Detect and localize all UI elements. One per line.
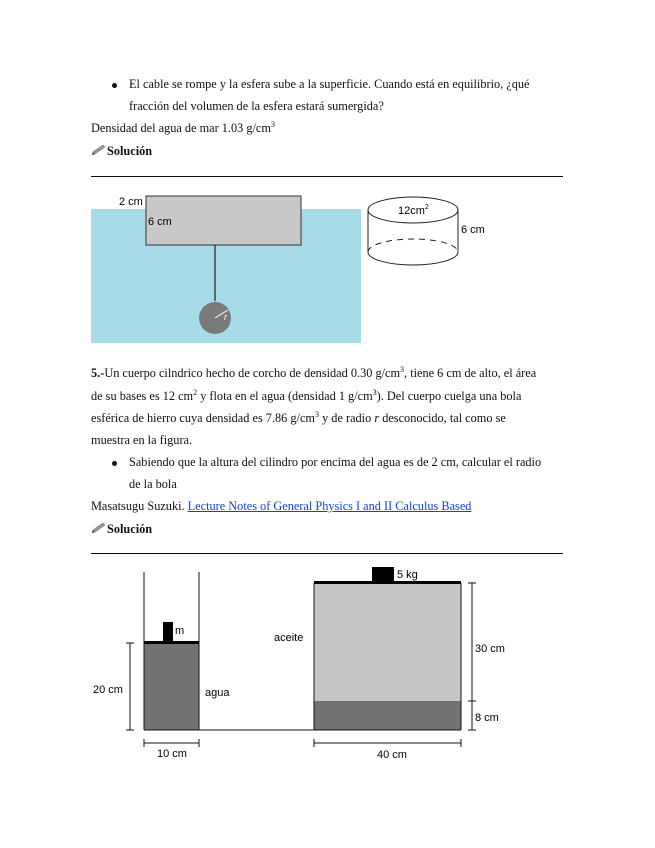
bullet-dot: [112, 83, 117, 88]
label-30cm: 30 cm: [475, 643, 505, 655]
problem-5-line-1: 5.-Un cuerpo cilndrico hecho de corcho de densidad 0.30 $g/cm^3$, tiene 6 cm de alto, el área: [91, 364, 537, 380]
bullet-text-line-2: fracción del volumen de la esfera estará sumergida?: [129, 99, 384, 113]
water-right-bottom: [314, 701, 461, 730]
problem-5-line-2: de su bases es 12 $cm^2$ y flota en el agua (densidad 1 $g/cm^3$). Del cuerpo cuelga una bola: [91, 387, 522, 403]
label-6cm-cylinder: 6 cm: [461, 224, 485, 236]
divider: [91, 553, 563, 554]
label-m: m: [175, 625, 185, 637]
figure-u-tube: [91, 562, 531, 767]
density-text: Densidad del agua de mar 1.03 g/cm: [91, 121, 271, 135]
label-40cm: 40 cm: [377, 749, 407, 761]
solution-label: Solución: [107, 522, 153, 536]
reference-author: Masatsugu Suzuki.: [91, 499, 188, 513]
problem-5-bullet-line-1: Sabiendo que la altura del cilindro por encima del agua es de 2 cm, calcular el radio: [129, 455, 542, 469]
water-left-column: [144, 643, 199, 730]
problem-5-bullet-line-2: de la bola: [129, 477, 177, 491]
reference-link[interactable]: Lecture Notes of General Physics I and II Calculus Based: [187, 499, 472, 513]
ball-radius-label: r: [224, 312, 227, 322]
cylinder-bottom-front: [368, 252, 458, 265]
pencil-icon: [91, 145, 106, 160]
label-area: $12cm^2$: [398, 204, 429, 217]
bullet-dot-2: [112, 461, 117, 466]
solution-label: Solución: [107, 144, 153, 158]
density-exp: 3: [270, 119, 275, 129]
label-10cm: 10 cm: [157, 748, 187, 760]
solution-heading-1[interactable]: [91, 144, 152, 160]
seawater-density: [91, 121, 275, 136]
reference: [91, 499, 471, 514]
figure-floating-cylinder: [91, 188, 501, 343]
label-20cm: 20 cm: [93, 684, 123, 696]
cylinder-bottom-back: [368, 239, 458, 252]
oil-region: [314, 583, 461, 701]
problem-5-line-4: muestra en la figura.: [91, 433, 193, 447]
bullet-text-line-1: El cable se rompe y la esfera sube a la superficie. Cuando está en equilibrio, ¿qué: [129, 77, 530, 91]
pencil-icon: [91, 523, 106, 538]
mass-m: [163, 622, 173, 642]
problem-number: 5.-: [91, 366, 105, 380]
divider: [91, 176, 563, 177]
label-6cm-block: 6 cm: [148, 216, 172, 228]
problem-5-line-3: esférica de hierro cuya densidad es 7.86 $g/cm^3$ y de radio r desconocido, tal como se: [91, 409, 506, 425]
label-aceite: aceite: [274, 632, 304, 644]
label-5kg: 5 kg: [397, 569, 418, 581]
solution-heading-2[interactable]: [91, 522, 152, 538]
mass-5kg: [372, 567, 394, 582]
label-2cm: 2 cm: [119, 196, 143, 208]
label-8cm: 8 cm: [475, 712, 499, 724]
label-agua: agua: [205, 687, 230, 699]
